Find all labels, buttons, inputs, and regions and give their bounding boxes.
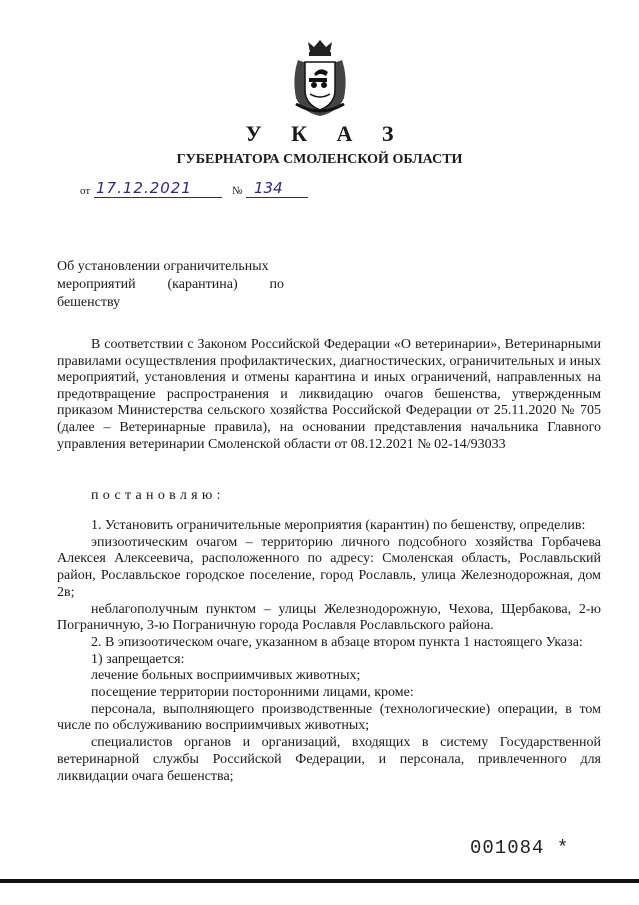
number-underline [246,197,308,198]
paragraph-7: посещение территории посторонними лицами, кроме: [91,685,414,701]
serial-number: 001084 * [470,837,570,859]
date-underline [94,197,222,198]
subject-line-3: бешенству [57,295,121,310]
handwritten-number: 134 [254,179,283,197]
bottom-scan-border [0,879,639,883]
decree-items [57,518,601,785]
handwritten-date: 17.12.2021 [96,179,192,197]
paragraph-2: эпизоотическим очагом – территорию личного подсобного хозяйства Горбачева Алексея Алексеевича, расположенного по адресу: Смоленская область, Рославльский район, Рославльское городское поселение, город Рославль, улица Железнодорожная, дом 2в; [57,534,601,600]
number-prefix: № [232,185,243,197]
decree-word: постановляю: [91,488,225,503]
paragraph-5: 1) запрещается: [91,651,185,667]
paragraph-1: 1. Установить ограничительные мероприятия (карантин) по бешенству, определив: [91,518,586,533]
subject-line-2: мероприятий (карантина) по [57,277,284,292]
document-title: У К А З [245,121,406,146]
date-number-line [80,180,340,200]
date-prefix: от [80,185,91,197]
paragraph-8: персонала, выполняющего производственные (технологические) операции, в том числе по обслуживанию восприимчивых животных; [57,701,601,734]
preamble-block [57,337,601,453]
coat-of-arms-emblem [288,38,352,118]
subject-line-1: Об установлении ограничительных [57,259,269,274]
paragraph-3: неблагополучным пунктом – улицы Железнодорожную, Чехова, Щербакова, 2-ю Пограничную, 3-ю Пограничную города Рославля Рославльского района. [57,601,601,634]
document-subject [57,258,284,312]
preamble-paragraph: В соответствии с Законом Российской Федерации «О ветеринарии», Ветеринарными правилами осуществления профилактических, диагностических, ограничительных и иных мероприятий, установления и отмены карантина и иных ограничений, направленных на предотвращение распространения и ликвидацию очагов бешенства, утвержденным приказом Министерства сельского хозяйства Российской Федерации от 25.11.2020 № 705 (далее – Ветеринарные правила), на основании представления начальника Главного управления ветеринарии Смоленской области от 08.12.2021 № 02-14/93033 [57,337,601,452]
document-subtitle: ГУБЕРНАТОРА СМОЛЕНСКОЙ ОБЛАСТИ [176,152,463,167]
paragraph-6: лечение больных восприимчивых животных; [91,668,361,684]
paragraph-9: специалистов органов и организаций, входящих в систему Государственной ветеринарной службы Российской Федерации, и персонала, привлеченного для ликвидации очага бешенства; [57,735,601,784]
paragraph-4: 2. В эпизоотическом очаге, указанном в абзаце втором пункта 1 настоящего Указа: [91,634,583,650]
